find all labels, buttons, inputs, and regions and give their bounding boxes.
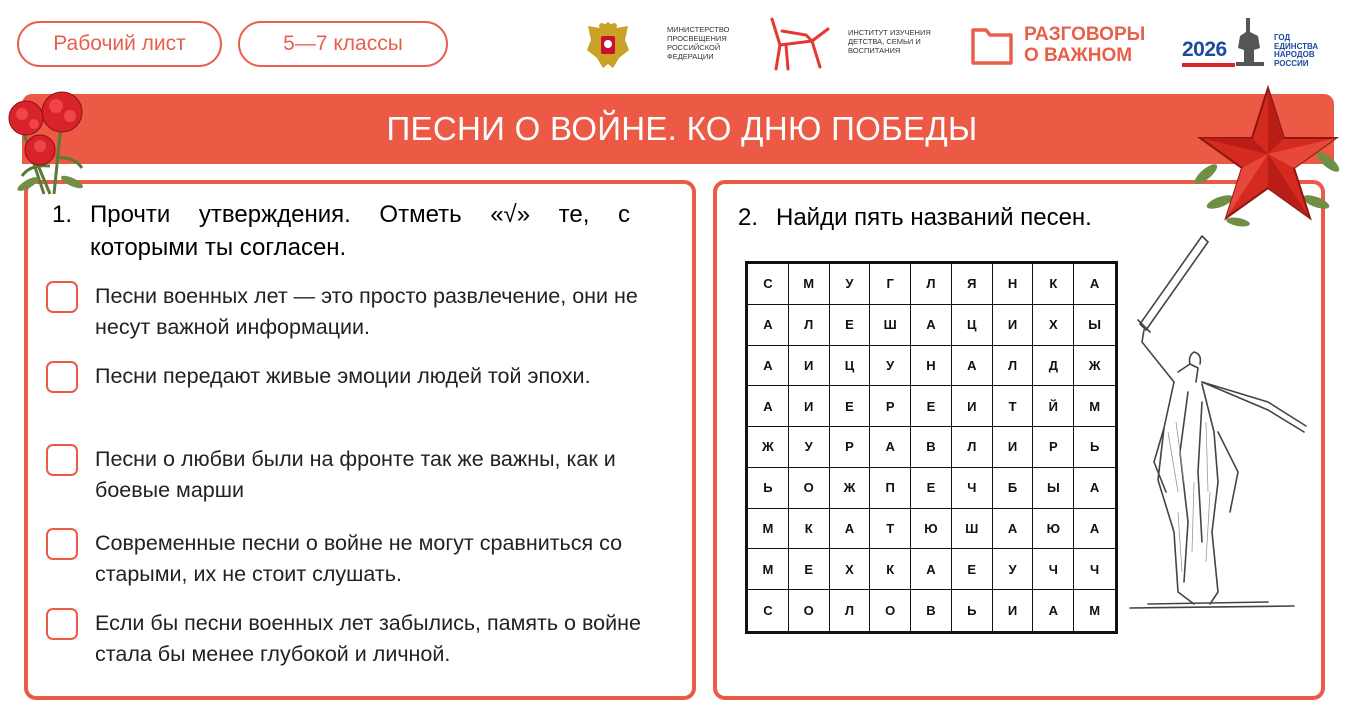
carnation-flowers-icon [0,86,104,198]
grid-cell[interactable]: Б [993,468,1034,509]
grid-cell[interactable]: А [748,305,789,346]
task2-title: Найди пять названий песен. [776,204,1092,231]
grid-cell[interactable]: В [911,427,952,468]
grid-cell[interactable]: О [789,590,830,631]
year-underline [1182,63,1235,67]
statement-text: Песни военных лет — это просто развлечение, они не несут важной информации. [95,284,638,339]
grid-cell[interactable]: Л [952,427,993,468]
grid-cell[interactable]: М [789,264,830,305]
statement-text: Современные песни о войне не могут сравниться со старыми, их не стоит слушать. [95,531,623,586]
grid-cell[interactable]: У [830,264,871,305]
grid-cell[interactable]: Е [911,468,952,509]
grid-cell[interactable]: В [911,590,952,631]
grid-cell[interactable]: О [789,468,830,509]
grid-cell[interactable]: Р [870,386,911,427]
grid-cell[interactable]: У [789,427,830,468]
year-text-line3: НАРОДОВ [1274,50,1315,59]
grid-cell[interactable]: Ч [1033,549,1074,590]
grid-cell[interactable]: И [993,590,1034,631]
statement-checkbox[interactable] [46,444,78,476]
grid-cell[interactable]: Ж [748,427,789,468]
grid-cell[interactable]: С [748,264,789,305]
year-text-line1: ГОД [1274,33,1291,42]
task2-number: 2. [738,204,759,231]
grid-cell[interactable]: Ч [1074,549,1115,590]
grid-cell[interactable]: А [748,346,789,387]
year-text-line4: РОССИИ [1274,58,1309,68]
institute-chair-icon [766,15,834,71]
grid-cell[interactable]: Г [870,264,911,305]
grid-cell[interactable]: У [993,549,1034,590]
grades-label: 5—7 классы [238,21,448,67]
grid-cell[interactable]: Я [952,264,993,305]
talks-line2: О ВАЖНОМ [1024,45,1133,66]
grid-cell[interactable]: Ш [870,305,911,346]
grid-cell[interactable]: Ч [952,468,993,509]
grid-cell[interactable]: И [952,386,993,427]
grid-cell[interactable]: Ы [1074,305,1115,346]
grid-cell[interactable]: М [748,549,789,590]
grid-cell[interactable]: Х [1033,305,1074,346]
red-star-icon [1186,84,1346,234]
grid-cell[interactable]: К [789,509,830,550]
grid-cell[interactable]: А [1074,468,1115,509]
grid-cell[interactable]: И [993,305,1034,346]
coat-of-arms-icon [583,18,633,72]
grid-cell[interactable]: Т [993,386,1034,427]
page-title: ПЕСНИ О ВОЙНЕ. КО ДНЮ ПОБЕДЫ [386,110,978,147]
grid-cell[interactable]: М [748,509,789,550]
grid-cell[interactable]: Л [993,346,1034,387]
grid-cell[interactable]: Л [789,305,830,346]
statement-text: Песни передают живые эмоции людей той эпохи. [95,364,591,388]
worksheet-label: Рабочий лист [17,21,222,67]
grid-cell[interactable]: Д [1033,346,1074,387]
task1-title: Прочти утверждения. Отметь «√» те, с которыми ты согласен. [90,201,630,261]
grid-cell[interactable]: А [993,509,1034,550]
statement-text: Если бы песни военных лет забылись, память о войне стала бы менее глубокой и личной. [95,611,641,666]
grid-cell[interactable]: М [1074,386,1115,427]
grid-cell[interactable]: Ы [1033,468,1074,509]
statement-checkbox[interactable] [46,281,78,313]
grid-cell[interactable]: А [952,346,993,387]
grid-cell[interactable]: К [1033,264,1074,305]
grid-cell[interactable]: Р [830,427,871,468]
grid-cell[interactable]: Е [789,549,830,590]
statement-text: Песни о любви были на фронте так же важны, как и боевые марши [95,447,616,502]
grid-cell[interactable]: И [789,386,830,427]
grid-cell[interactable]: Ш [952,509,993,550]
grid-cell[interactable]: К [870,549,911,590]
talks-logo-text [1024,24,1145,66]
grid-cell[interactable]: Ю [911,509,952,550]
grid-cell[interactable]: Ж [830,468,871,509]
institute-text: ИНСТИТУТ ИЗУЧЕНИЯ ДЕТСТВА, СЕМЬИ И ВОСПИТАНИЯ [848,28,931,55]
grid-cell[interactable]: И [789,346,830,387]
grid-cell[interactable]: М [1089,603,1101,619]
year-text-line2: ЕДИНСТВА [1274,41,1319,51]
statement-checkbox[interactable] [46,608,78,640]
grid-cell[interactable]: Ц [952,305,993,346]
monument-icon [1232,16,1268,68]
grid-cell[interactable]: А [748,386,789,427]
grid-cell[interactable]: А [1033,590,1074,631]
grid-cell[interactable]: Ю [1033,509,1074,550]
grid-cell[interactable]: Е [830,386,871,427]
grid-cell[interactable]: Ь [952,590,993,631]
grid-cell[interactable]: Е [952,549,993,590]
grid-cell[interactable]: А [1074,509,1115,550]
grid-cell[interactable]: Л [911,264,952,305]
year-number: 2026 [1182,38,1227,61]
grid-cell[interactable]: А [911,305,952,346]
statement-checkbox[interactable] [46,361,78,393]
grid-cell[interactable]: Н [911,346,952,387]
grid-cell[interactable]: О [870,590,911,631]
grid-cell[interactable]: У [870,346,911,387]
word-search-grid [745,261,1118,634]
grid-cell[interactable]: Н [993,264,1034,305]
grid-cell[interactable]: А [830,509,871,550]
grid-cell[interactable]: Ц [830,346,871,387]
grid-cell[interactable]: С [748,590,789,631]
grid-cell[interactable]: Ь [1074,427,1115,468]
grid-cell[interactable]: Ж [1074,346,1115,387]
grid-cell[interactable]: Й [1033,386,1074,427]
task1-number: 1. [52,201,73,228]
grid-cell[interactable]: И [993,427,1034,468]
year-text [1274,34,1318,68]
motherland-statue-icon [1118,232,1314,620]
grid-cell[interactable]: Л [830,590,871,631]
grid-cell[interactable]: Р [1033,427,1074,468]
grid-cell[interactable]: А [870,427,911,468]
grid-cell[interactable]: А [911,549,952,590]
grid-cell[interactable]: Х [830,549,871,590]
talks-line1: РАЗГОВОРЫ [1024,24,1146,45]
grid-cell[interactable]: Е [911,386,952,427]
grid-cell[interactable]: Ь [748,468,789,509]
grid-cell[interactable]: Т [870,509,911,550]
folder-icon [970,22,1014,66]
statement-checkbox[interactable] [46,528,78,560]
grid-cell[interactable]: Е [830,305,871,346]
grid-cell[interactable]: А [1074,264,1115,305]
ministry-text: МИНИСТЕРСТВО ПРОСВЕЩЕНИЯ РОССИЙСКОЙ ФЕДЕРАЦИИ [667,25,730,61]
grid-cell[interactable]: П [870,468,911,509]
